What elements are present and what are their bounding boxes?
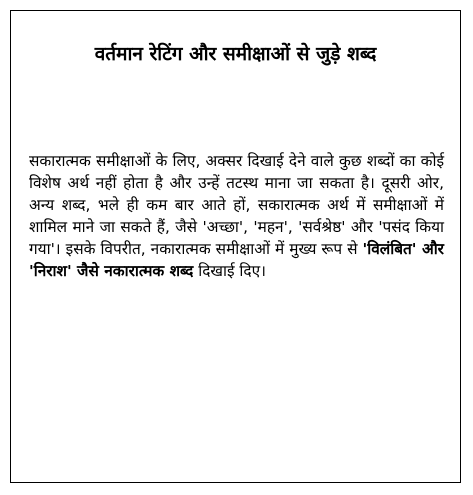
body-paragraph bbox=[29, 150, 444, 282]
paragraph-bold-text: 'विलंबित' और 'निराश' जैसे नकारात्मक शब्द bbox=[29, 240, 444, 281]
document-frame bbox=[10, 10, 461, 483]
document-title: वर्तमान रेटिंग और समीक्षाओं से जुड़े शब्द bbox=[94, 43, 377, 65]
paragraph-text: सकारात्मक समीक्षाओं के लिए, अक्सर दिखाई देने वाले कुछ शब्दों का कोई विशेष अर्थ नहीं होता है और उन्हें तटस्थ माना जा सकता है। दूसरी ओर, अन्य शब्द, भले ही कम बार आते हों, सकारात्मक अर्थ में समीक्षाओं में शामिल माने जा सकते हैं, जैसे 'अच्छा', 'महन', 'सर्वश्रेष्ठ' और 'पसंद किया गया'। इसके विपरीत, नकारात्मक समीक्षाओं में मुख्य रूप से bbox=[29, 152, 444, 259]
paragraph-text-end: दिखाई दिए। bbox=[193, 262, 266, 281]
